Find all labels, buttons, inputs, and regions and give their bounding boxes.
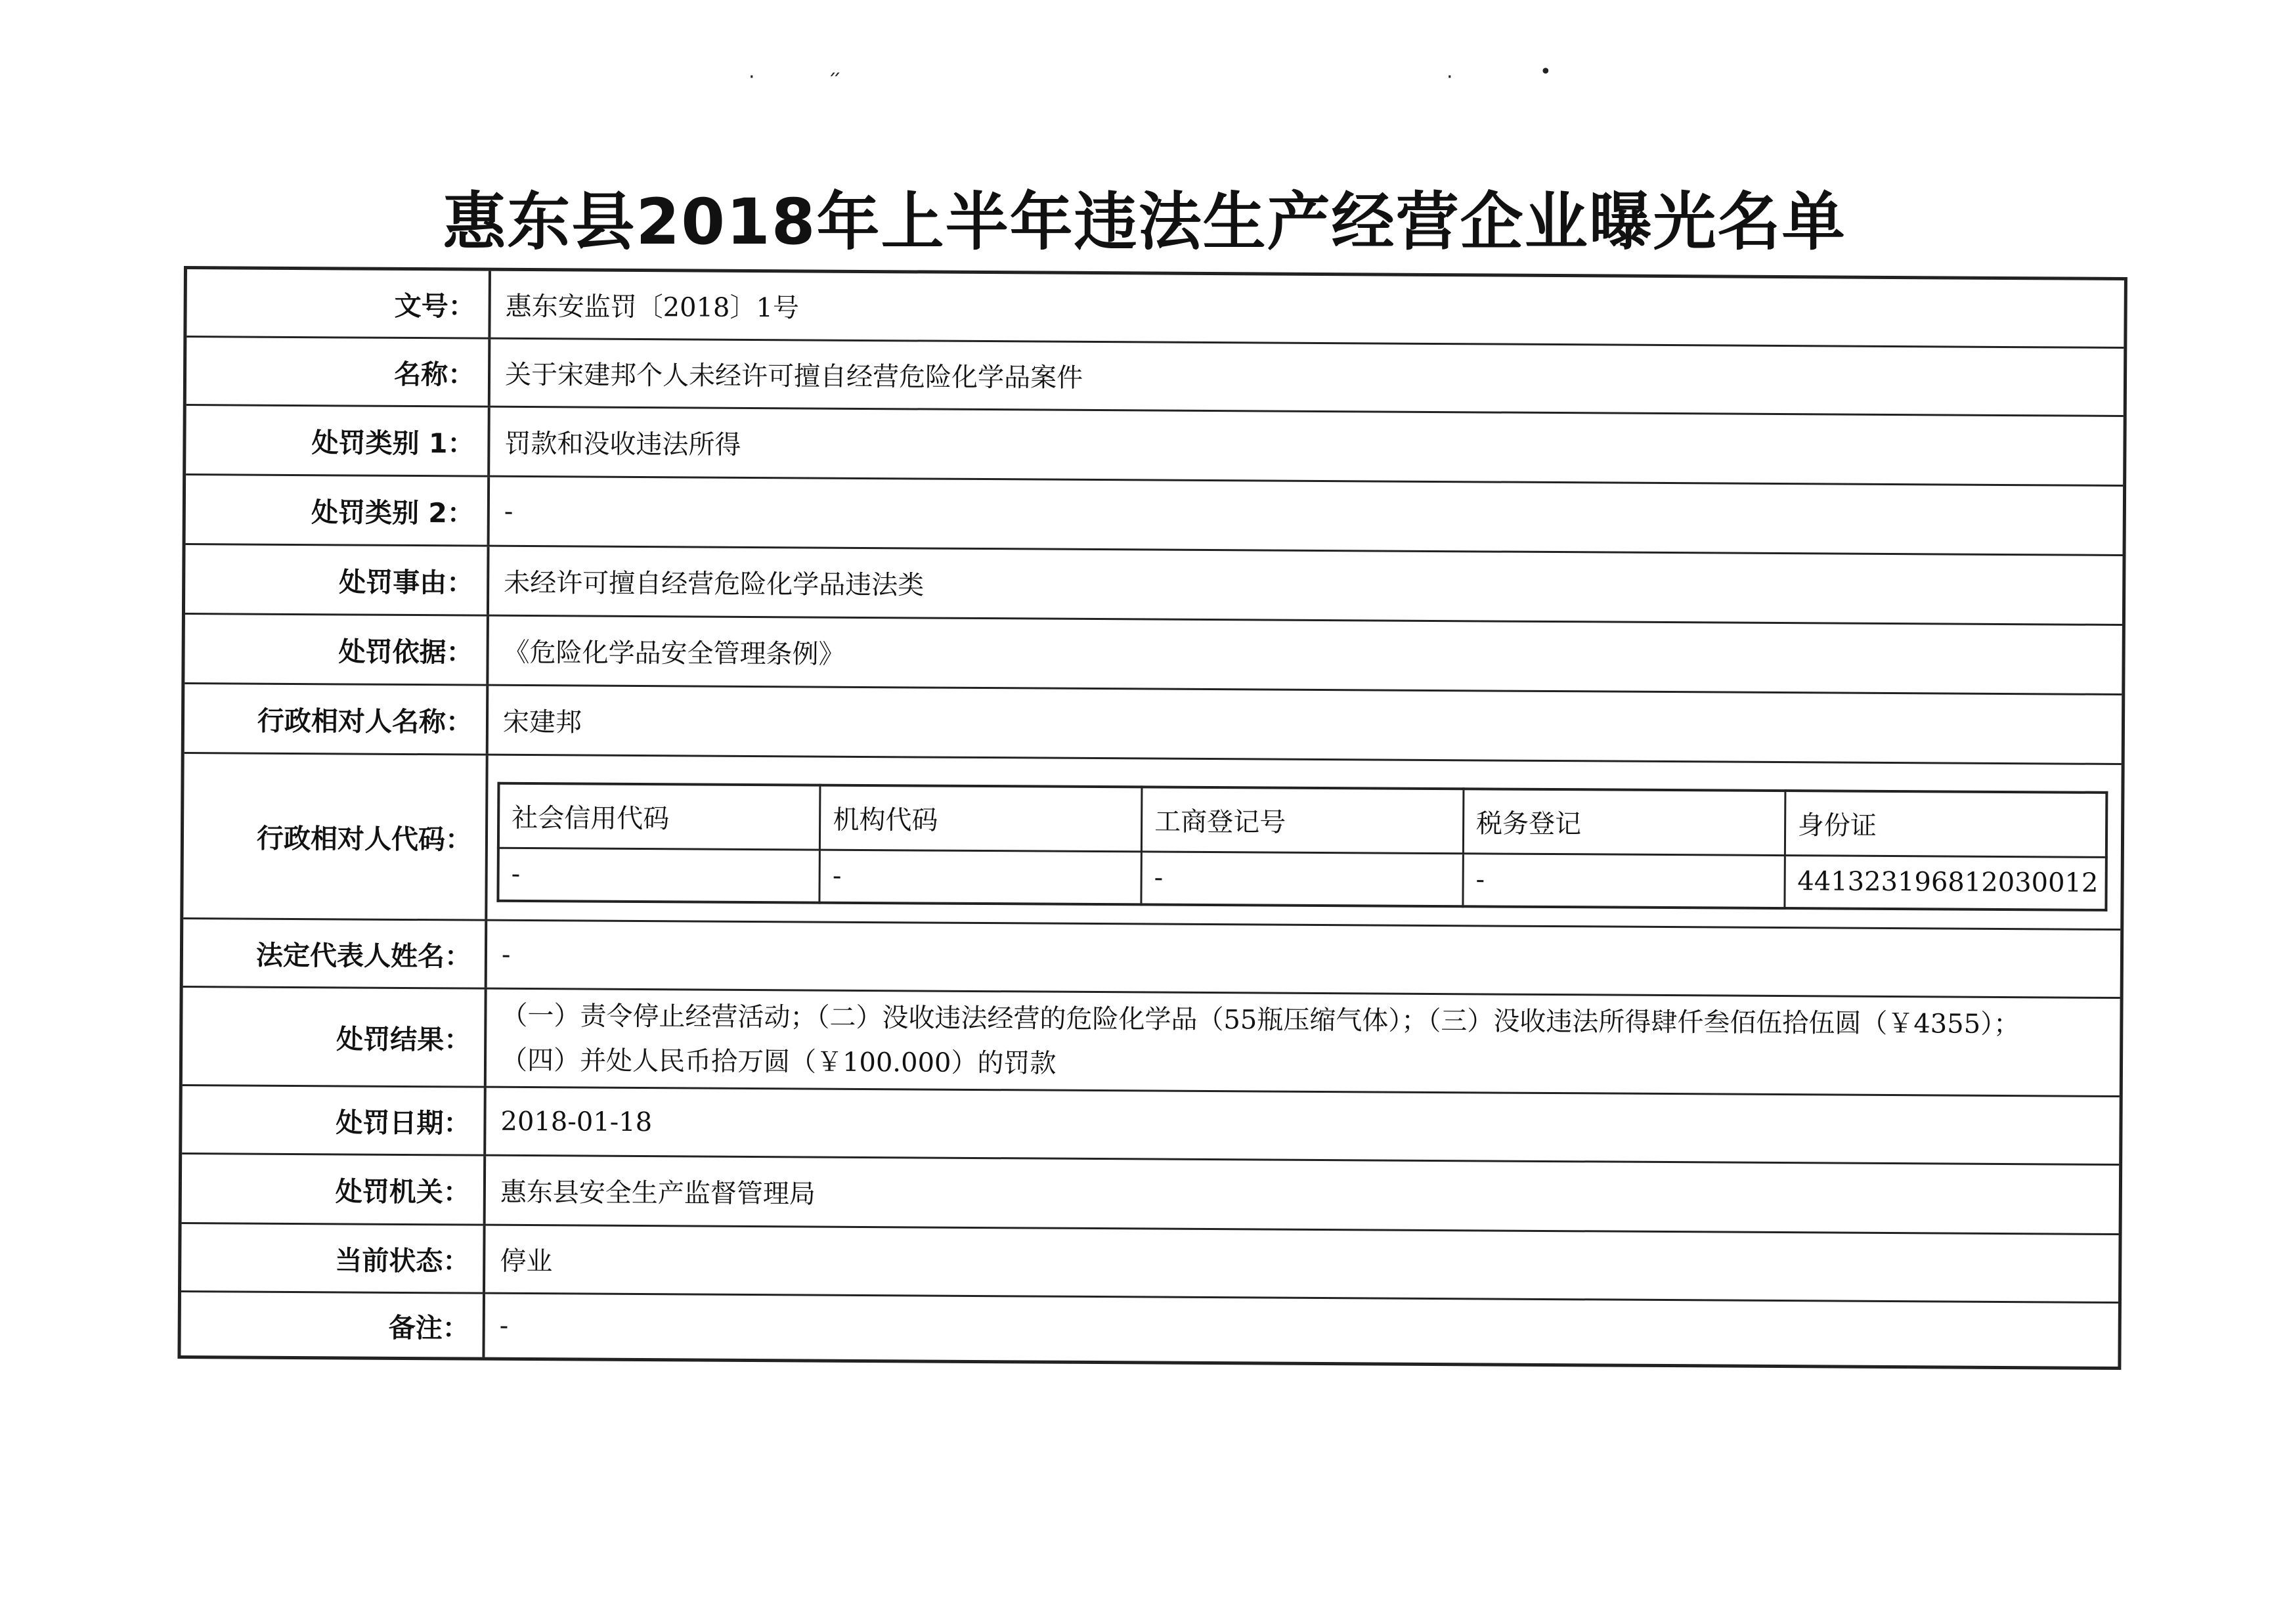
field-label: 备注： xyxy=(181,1292,485,1357)
field-value xyxy=(487,990,2120,1095)
codes-header-cell: 税务登记 xyxy=(1463,789,1785,855)
codes-header-cell: 社会信用代码 xyxy=(498,783,820,850)
codes-value-cell: - xyxy=(498,848,819,902)
field-value: 《危险化学品安全管理条例》 xyxy=(503,637,845,670)
field-label: 处罚依据： xyxy=(185,615,489,684)
field-value: - xyxy=(501,939,511,970)
field-label: 处罚类别 1： xyxy=(186,406,490,475)
exposure-table xyxy=(177,266,2127,1370)
codes-table-wrap xyxy=(487,756,2121,929)
row-legal-representative xyxy=(183,919,2121,999)
field-label: 处罚机关： xyxy=(182,1154,487,1224)
field-value: - xyxy=(504,496,513,527)
row-penalty-basis xyxy=(185,615,2122,695)
row-penalty-type-1 xyxy=(186,406,2124,487)
codes-header-cell: 工商登记号 xyxy=(1141,787,1463,853)
row-current-status xyxy=(181,1224,2119,1304)
scan-speck: · xyxy=(1447,66,1453,89)
field-value: 惠东县安全生产监督管理局 xyxy=(500,1177,816,1210)
codes-value-row xyxy=(498,848,2106,910)
row-penalty-date xyxy=(182,1086,2120,1166)
field-value: 关于宋建邦个人未经许可擅自经营危险化学品案件 xyxy=(504,359,1083,393)
codes-value-cell: - xyxy=(1141,852,1463,906)
field-value: 未经许可擅自经营危险化学品违法类 xyxy=(504,567,925,601)
row-remarks xyxy=(181,1292,2118,1367)
field-value: 罚款和没收违法所得 xyxy=(504,428,741,460)
row-case-name xyxy=(186,338,2124,417)
field-label: 当前状态： xyxy=(181,1224,486,1292)
scan-speck: · xyxy=(749,66,755,89)
field-label: 处罚类别 2： xyxy=(186,475,490,545)
field-label: 名称： xyxy=(186,338,491,406)
codes-value-cell: - xyxy=(1463,854,1785,908)
field-value: - xyxy=(499,1310,509,1341)
codes-value-cell: 441323196812030012 xyxy=(1785,855,2106,910)
field-label: 文号： xyxy=(186,269,491,338)
codes-header-row xyxy=(498,783,2107,858)
page-title: 惠东县2018年上半年违法生产经营企业曝光名单 xyxy=(443,185,1846,259)
field-label: 法定代表人姓名： xyxy=(183,919,488,988)
result-line-1: （一）责令停止经营活动；（二）没收违法经营的危险化学品（55瓶压缩气体）；（三）没收违法所得肆仟叁佰伍拾伍圆（￥4355）； xyxy=(501,1000,2020,1040)
field-label: 处罚日期： xyxy=(182,1086,487,1154)
field-value: 宋建邦 xyxy=(502,707,582,738)
result-line-2: （四）并处人民币拾万圆（￥100.000）的罚款 xyxy=(500,1045,1057,1079)
scan-speck: • xyxy=(1540,60,1552,83)
field-label: 处罚事由： xyxy=(185,545,490,615)
row-penalty-reason xyxy=(185,545,2123,626)
field-value: 2018-01-18 xyxy=(500,1106,653,1137)
codes-value-cell: - xyxy=(819,850,1141,904)
row-party-codes xyxy=(183,754,2121,931)
row-penalty-result xyxy=(183,988,2120,1097)
field-value: 惠东安监罚〔2018〕1号 xyxy=(505,291,800,324)
row-penalty-authority xyxy=(182,1154,2120,1235)
codes-header-cell: 身份证 xyxy=(1785,791,2106,857)
scan-speck: ״ xyxy=(829,66,842,89)
row-document-number xyxy=(186,269,2124,349)
field-label: 行政相对人代码： xyxy=(183,754,488,919)
row-party-name xyxy=(185,684,2122,765)
field-label: 行政相对人名称： xyxy=(185,684,489,754)
field-value: 停业 xyxy=(500,1246,553,1277)
row-penalty-type-2 xyxy=(186,475,2124,556)
codes-header-cell: 机构代码 xyxy=(820,785,1142,852)
field-label: 处罚结果： xyxy=(183,988,487,1086)
codes-table xyxy=(496,782,2108,911)
